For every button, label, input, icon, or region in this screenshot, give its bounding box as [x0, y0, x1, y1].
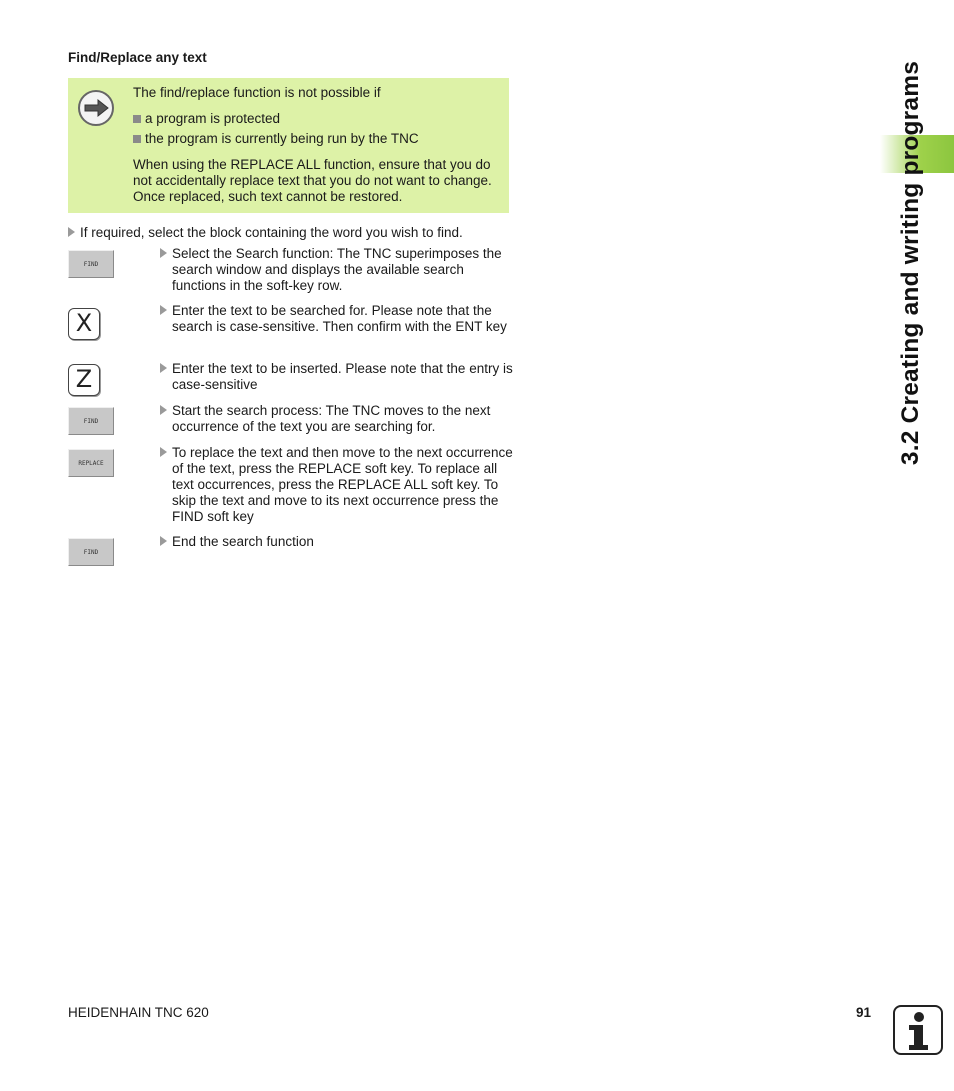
replace-softkey[interactable]: REPLACE	[68, 449, 114, 477]
section-title: Find/Replace any text	[68, 50, 207, 65]
x-key[interactable]: X	[68, 308, 100, 340]
list-item: the program is currently being run by the TNC	[133, 131, 503, 147]
page-number: 91	[856, 1005, 872, 1020]
step-description: Enter the text to be searched for. Please note that the search is case-sensitive. Then confirm with the ENT key	[160, 303, 515, 335]
bullet-square-icon	[133, 135, 141, 143]
step-description: Enter the text to be inserted. Please note that the entry is case-sensitive	[160, 361, 515, 393]
step-arrow-icon	[160, 363, 167, 373]
step-arrow-icon	[160, 248, 167, 258]
note-warning: When using the REPLACE ALL function, ensure that you do not accidentally replace text that you do not want to change. Once replaced, such text cannot be restored.	[133, 157, 492, 204]
arrow-right-icon	[78, 90, 114, 126]
find-softkey[interactable]: FIND	[68, 407, 114, 435]
step-description: Select the Search function: The TNC superimposes the search window and displays the available search functions in the soft-key row.	[160, 246, 515, 294]
note-conditions	[133, 111, 503, 147]
note-intro: The find/replace function is not possible if	[133, 85, 381, 100]
z-key[interactable]: Z	[68, 364, 100, 396]
list-item: a program is protected	[133, 111, 503, 127]
find-softkey[interactable]: FIND	[68, 538, 114, 566]
bullet-square-icon	[133, 115, 141, 123]
note-text	[133, 85, 503, 205]
step-arrow-icon	[68, 227, 75, 237]
step-description: End the search function	[160, 534, 515, 550]
footer-product: HEIDENHAIN TNC 620	[68, 1005, 209, 1020]
note-box	[68, 78, 509, 213]
info-icon	[893, 1005, 943, 1055]
step-arrow-icon	[160, 305, 167, 315]
intro-step: If required, select the block containing the word you wish to find.	[68, 225, 463, 241]
step-arrow-icon	[160, 447, 167, 457]
step-description: Start the search process: The TNC moves to the next occurrence of the text you are searching for.	[160, 403, 515, 435]
find-softkey[interactable]: FIND	[68, 250, 114, 278]
step-arrow-icon	[160, 405, 167, 415]
step-description: To replace the text and then move to the next occurrence of the text, press the REPLACE soft key. To replace all text occurrences, press the REPLACE ALL soft key. To skip the text and move to its next occurrence press the FIND soft key	[160, 445, 515, 525]
step-arrow-icon	[160, 536, 167, 546]
